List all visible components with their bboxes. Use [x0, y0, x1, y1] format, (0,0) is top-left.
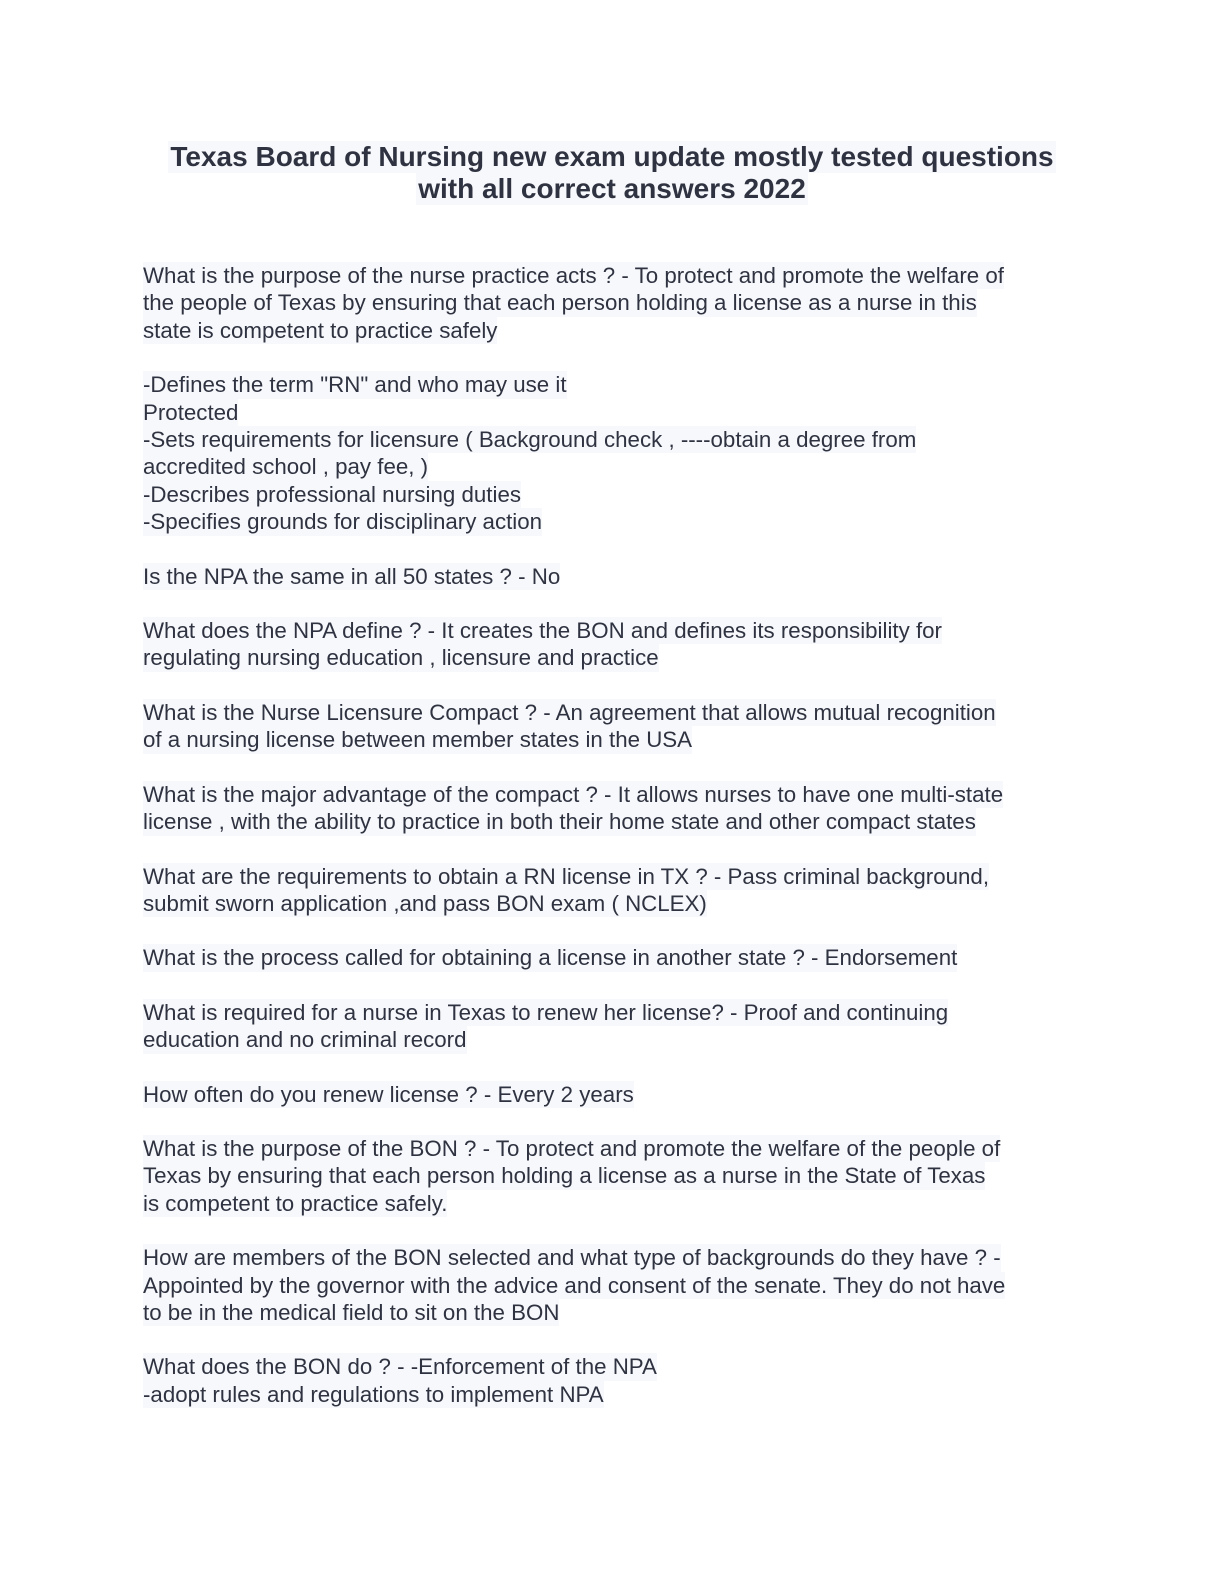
- qa-paragraph: [143, 262, 1083, 344]
- text-line: How often do you renew license ? - Every 2 years: [143, 1081, 634, 1107]
- text-line: accredited school , pay fee, ): [143, 454, 429, 480]
- text-line: state is competent to practice safely: [143, 317, 498, 343]
- text-line: Appointed by the governor with the advice and consent of the senate. They do not have: [143, 1272, 1006, 1298]
- text-line: What is the process called for obtaining a license in another state ? - Endorsement: [143, 945, 958, 971]
- text-line: Is the NPA the same in all 50 states ? - No: [143, 563, 561, 589]
- text-line: -Defines the term "RN" and who may use it: [143, 372, 567, 398]
- qa-paragraph: [143, 1244, 1083, 1326]
- text-line: -Sets requirements for licensure ( Background check , ----obtain a degree from: [143, 427, 917, 453]
- title-line: with all correct answers 2022: [418, 173, 806, 204]
- text-line: education and no criminal record: [143, 1027, 467, 1053]
- qa-paragraph: [143, 699, 1083, 754]
- document-body: [143, 262, 1083, 1435]
- text-line: -Specifies grounds for disciplinary action: [143, 509, 543, 535]
- document-title: [120, 141, 1104, 205]
- text-line: What is the purpose of the BON ? - To protect and promote the welfare of the people of: [143, 1135, 1001, 1161]
- text-line: -adopt rules and regulations to implement NPA: [143, 1381, 604, 1407]
- qa-paragraph: [143, 944, 1083, 971]
- qa-paragraph: [143, 863, 1083, 918]
- qa-paragraph: [143, 563, 1083, 590]
- qa-paragraph: [143, 999, 1083, 1054]
- qa-paragraph: [143, 371, 1083, 535]
- text-line: to be in the medical field to sit on the BON: [143, 1299, 560, 1325]
- qa-paragraph: [143, 1081, 1083, 1108]
- text-line: What is required for a nurse in Texas to renew her license? - Proof and continuing: [143, 999, 949, 1025]
- text-line: Texas by ensuring that each person holding a license as a nurse in the State of Texas: [143, 1163, 986, 1189]
- text-line: What is the Nurse Licensure Compact ? - An agreement that allows mutual recognition: [143, 699, 996, 725]
- text-line: Protected: [143, 399, 239, 425]
- qa-paragraph: [143, 617, 1083, 672]
- qa-paragraph: [143, 781, 1083, 836]
- text-line: What are the requirements to obtain a RN license in TX ? - Pass criminal background,: [143, 863, 990, 889]
- qa-paragraph: [143, 1353, 1083, 1408]
- text-line: is competent to practice safely.: [143, 1190, 448, 1216]
- text-line: license , with the ability to practice in both their home state and other compact states: [143, 809, 976, 835]
- text-line: -Describes professional nursing duties: [143, 481, 521, 507]
- text-line: the people of Texas by ensuring that each person holding a license as a nurse in this: [143, 290, 977, 316]
- text-line: What is the purpose of the nurse practice acts ? - To protect and promote the welfare of: [143, 263, 1004, 288]
- text-line: regulating nursing education , licensure and practice: [143, 645, 659, 671]
- text-line: of a nursing license between member states in the USA: [143, 727, 693, 753]
- text-line: What is the major advantage of the compact ? - It allows nurses to have one multi-state: [143, 781, 1004, 807]
- text-line: What does the NPA define ? - It creates the BON and defines its responsibility for: [143, 618, 942, 644]
- text-line: How are members of the BON selected and what type of backgrounds do they have ? -: [143, 1245, 1001, 1271]
- title-line: Texas Board of Nursing new exam update mostly tested questions: [170, 141, 1054, 172]
- text-line: submit sworn application ,and pass BON exam ( NCLEX): [143, 890, 707, 916]
- text-line: What does the BON do ? - -Enforcement of the NPA: [143, 1354, 657, 1380]
- qa-paragraph: [143, 1135, 1083, 1217]
